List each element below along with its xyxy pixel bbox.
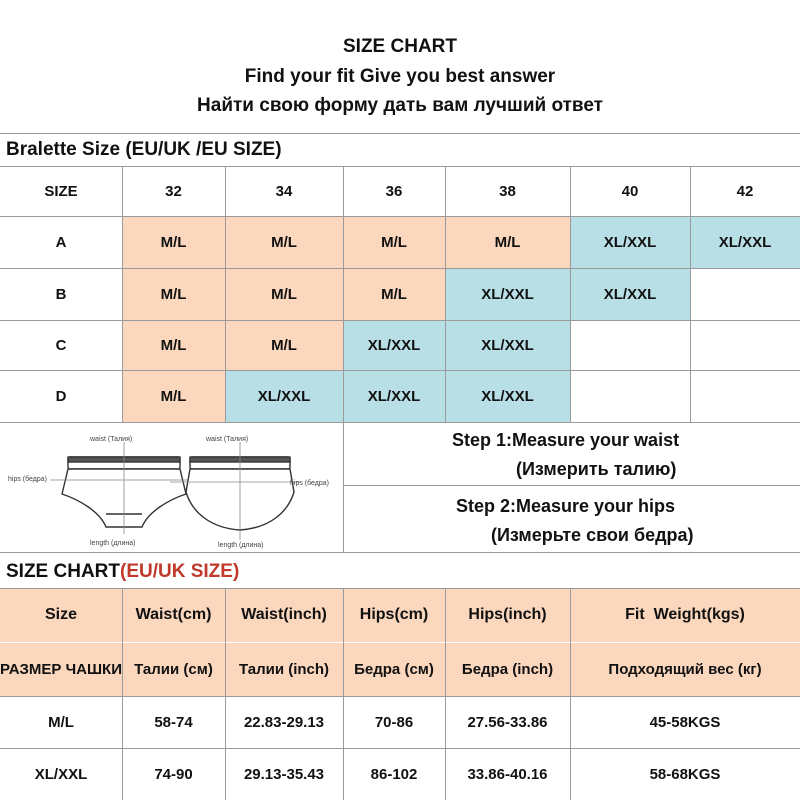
bralette-cell <box>690 370 800 422</box>
divider <box>343 485 800 486</box>
subtitle-english: Find your fit Give you best answer <box>244 66 556 87</box>
bralette-row-label: C <box>55 336 67 354</box>
grid-line <box>0 216 800 217</box>
grid-line <box>225 588 226 800</box>
panties-illustration <box>0 422 342 552</box>
bralette-cell: M/L <box>225 216 343 268</box>
size-cell: 22.83-29.13 <box>243 713 325 731</box>
bralette-cell: XL/XXL <box>225 370 343 422</box>
bralette-cell: M/L <box>122 268 225 320</box>
grid-line <box>445 166 446 422</box>
bralette-cell: M/L <box>122 216 225 268</box>
step-2-text: Step 2:Measure your hips <box>456 496 676 516</box>
grid-line <box>0 370 800 371</box>
grid-line <box>343 166 344 422</box>
grid-line <box>225 166 226 422</box>
bralette-cell: XL/XXL <box>570 268 690 320</box>
header-waist-cm-ru: Талии (см) <box>122 642 225 696</box>
header-hips-inch-ru: Бедра (inch) <box>445 642 570 696</box>
header-hips-cm: Hips(cm) <box>343 588 445 642</box>
grid-line <box>570 166 571 422</box>
bralette-cell: M/L <box>122 370 225 422</box>
header-size-ru: РАЗМЕР ЧАШКИ <box>0 642 122 696</box>
bralette-cell: XL/XXL <box>690 216 800 268</box>
header-fit-weight: Fit Weight(kgs) <box>570 588 800 642</box>
grid-line <box>0 588 800 589</box>
bralette-header-40: 40 <box>621 182 639 200</box>
diagram-label-hips: hips (бедра) <box>290 480 329 487</box>
bralette-cell: M/L <box>343 216 445 268</box>
size-cell: 58-74 <box>154 713 193 731</box>
size-chart-title-suffix: (EU/UK SIZE) <box>120 561 240 582</box>
header-hips-cm-ru: Бедра (см) <box>343 642 445 696</box>
bralette-cell: XL/XXL <box>343 320 445 370</box>
bralette-cell <box>570 370 690 422</box>
size-cell: 27.56-33.86 <box>467 713 548 731</box>
bralette-header-42: 42 <box>736 182 754 200</box>
size-cell: 70-86 <box>374 713 414 731</box>
bralette-cell: M/L <box>445 216 570 268</box>
grid-line <box>690 166 691 422</box>
bralette-header-32: 32 <box>165 182 182 200</box>
bralette-cell: M/L <box>225 268 343 320</box>
header-waist-cm: Waist(cm) <box>122 588 225 642</box>
header-hips-inch: Hips(inch) <box>445 588 570 642</box>
bralette-cell: XL/XXL <box>343 370 445 422</box>
header-fit-weight-ru: Подходящий вес (кг) <box>570 642 800 696</box>
size-cell: 33.86-40.16 <box>467 765 548 783</box>
bralette-cell: XL/XXL <box>445 320 570 370</box>
grid-line <box>0 166 800 167</box>
bralette-row-label: A <box>55 233 67 251</box>
header-waist-inch-ru: Талии (inch) <box>225 642 343 696</box>
size-cell: 58-68KGS <box>649 765 721 783</box>
bralette-cell: XL/XXL <box>445 370 570 422</box>
grid-line <box>445 588 446 800</box>
divider <box>0 133 800 134</box>
diagram-label-length: length (длина) <box>90 540 136 547</box>
diagram-label-waist: waist (Талия) <box>206 436 249 443</box>
grid-line <box>0 748 800 749</box>
bralette-header-size: SIZE <box>44 182 78 200</box>
header-waist-inch: Waist(inch) <box>225 588 343 642</box>
grid-line <box>570 588 571 800</box>
size-cell: 86-102 <box>370 765 418 783</box>
grid-line <box>0 268 800 269</box>
grid-line <box>0 696 800 697</box>
divider <box>0 552 800 553</box>
size-row-label: M/L <box>48 713 74 731</box>
bralette-cell: XL/XXL <box>570 216 690 268</box>
diagram-label-waist: waist (Талия) <box>90 436 133 443</box>
grid-line <box>122 166 123 422</box>
size-chart-title <box>6 561 239 583</box>
step-1-text: Step 1:Measure your waist <box>452 430 680 450</box>
grid-line <box>0 320 800 321</box>
divider <box>343 422 344 552</box>
size-cell: 45-58KGS <box>649 713 721 731</box>
step-2-translation: (Измерьте свои бедра) <box>491 525 694 545</box>
bralette-cell: M/L <box>225 320 343 370</box>
bralette-row-label: B <box>55 285 67 303</box>
size-chart-title-main: SIZE CHART <box>6 561 120 582</box>
step-1-translation: (Измерить талию) <box>516 459 677 479</box>
bralette-section-title: Bralette Size (EU/UK /EU SIZE) <box>6 139 282 160</box>
header-size: Size <box>0 588 122 642</box>
bralette-cell <box>690 320 800 370</box>
bralette-header-34: 34 <box>275 182 293 200</box>
bralette-row-label: D <box>55 387 67 405</box>
size-row-label: XL/XXL <box>34 765 88 783</box>
grid-line <box>122 588 123 800</box>
grid-line <box>343 588 344 800</box>
grid-line <box>0 642 800 643</box>
bralette-cell <box>690 268 800 320</box>
subtitle-russian: Найти свою форму дать вам лучший ответ <box>197 95 603 116</box>
bralette-cell: M/L <box>122 320 225 370</box>
bralette-cell: XL/XXL <box>445 268 570 320</box>
bralette-cell <box>570 320 690 370</box>
bralette-header-36: 36 <box>385 182 403 200</box>
diagram-label-hips: hips (бедра) <box>8 476 47 483</box>
size-cell: 74-90 <box>154 765 193 783</box>
bralette-header-38: 38 <box>499 182 516 200</box>
bralette-cell: M/L <box>343 268 445 320</box>
diagram-label-length: length (длина) <box>218 542 264 549</box>
size-cell: 29.13-35.43 <box>243 765 325 783</box>
page-title: SIZE CHART <box>343 36 457 57</box>
